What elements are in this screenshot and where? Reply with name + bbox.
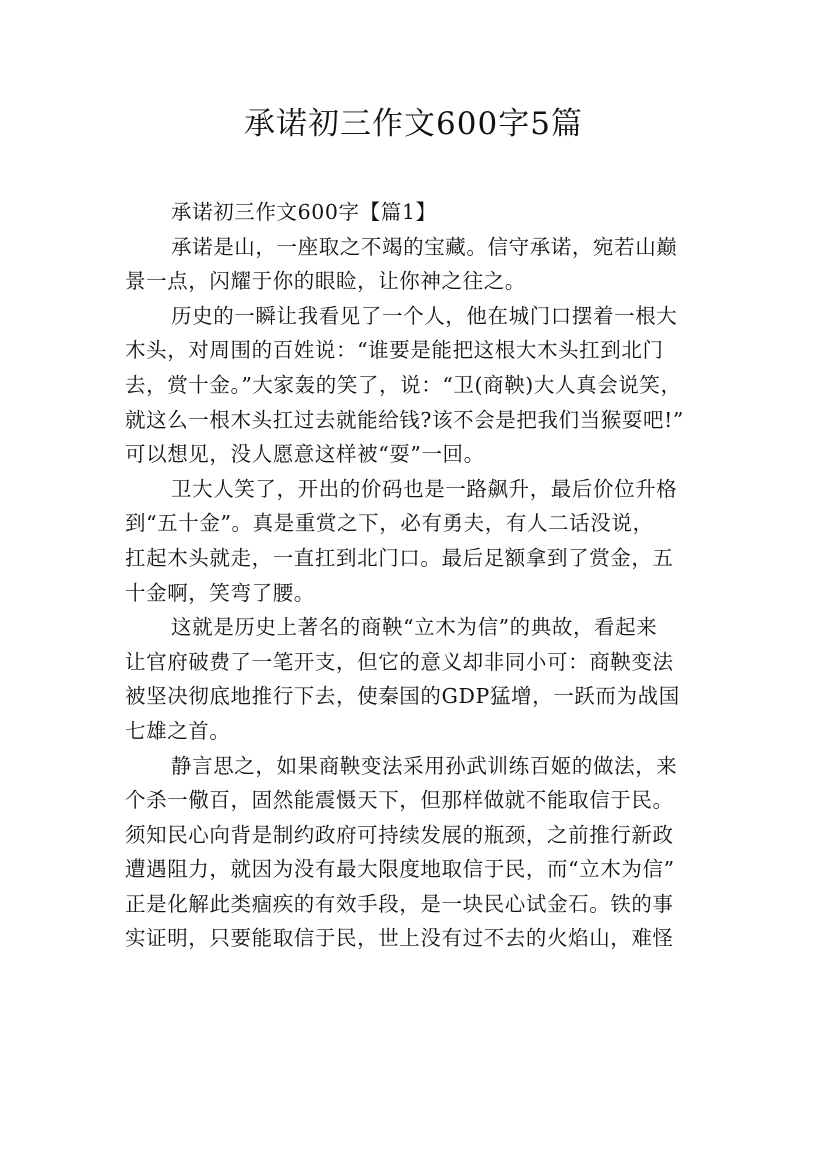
text-line: 被坚决彻底地推行下去，使秦国的GDP猛增，一跃而为战国 bbox=[125, 684, 680, 709]
document-body bbox=[125, 195, 715, 956]
text-line: 扛起木头就走，一直扛到北门口。最后足额拿到了赏金，五 bbox=[125, 545, 674, 570]
text-line: 让官府破费了一笔开支，但它的意义却非同小可：商鞅变法 bbox=[125, 649, 674, 674]
text-line: 实证明，只要能取信于民，世上没有过不去的火焰山，难怪 bbox=[125, 926, 674, 951]
text-line: 到“五十金”。真是重赏之下，必有勇夫，有人二话没说， bbox=[125, 511, 654, 536]
text-line: 历史的一瞬让我看见了一个人，他在城门口摆着一根大 bbox=[171, 303, 678, 328]
text-line: 十金啊，笑弯了腰。 bbox=[125, 580, 315, 605]
text-line: 这就是历史上著名的商鞅“立木为信”的典故，看起来 bbox=[171, 615, 658, 640]
text-line: 木头，对周围的百姓说：“谁要是能把这根大木头扛到北门 bbox=[125, 338, 664, 363]
text-line: 可以想见，没人愿意这样被“耍”一回。 bbox=[125, 442, 485, 467]
text-line: 就这么一根木头扛过去就能给钱?该不会是把我们当猴耍吧!” bbox=[125, 407, 685, 432]
text-line: 承诺初三作文600字【篇1】 bbox=[171, 200, 437, 224]
text-line: 景一点，闪耀于你的眼睑，让你神之往之。 bbox=[125, 269, 526, 294]
text-line: 正是化解此类痼疾的有效手段，是一块民心试金石。铁的事 bbox=[125, 891, 674, 916]
text-line: 承诺是山，一座取之不竭的宝藏。信守承诺，宛若山巅 bbox=[171, 234, 678, 259]
text-line: 卫大人笑了，开出的价码也是一路飙升，最后价位升格 bbox=[171, 476, 678, 501]
text-line: 须知民心向背是制约政府可持续发展的瓶颈，之前推行新政 bbox=[125, 822, 674, 847]
document-title: 承诺初三作文600字5篇 bbox=[244, 106, 583, 142]
text-line: 七雄之首。 bbox=[125, 718, 231, 743]
text-line: 静言思之，如果商鞅变法采用孙武训练百姬的做法，来 bbox=[171, 753, 678, 778]
text-line: 去，赏十金。”大家轰的笑了，说：“卫(商鞅)大人真会说笑， bbox=[125, 372, 682, 397]
text-line: 个杀一儆百，固然能震慑天下，但那样做就不能取信于民。 bbox=[125, 788, 674, 813]
text-line: 遭遇阻力，就因为没有最大限度地取信于民，而“立木为信” bbox=[125, 857, 675, 882]
